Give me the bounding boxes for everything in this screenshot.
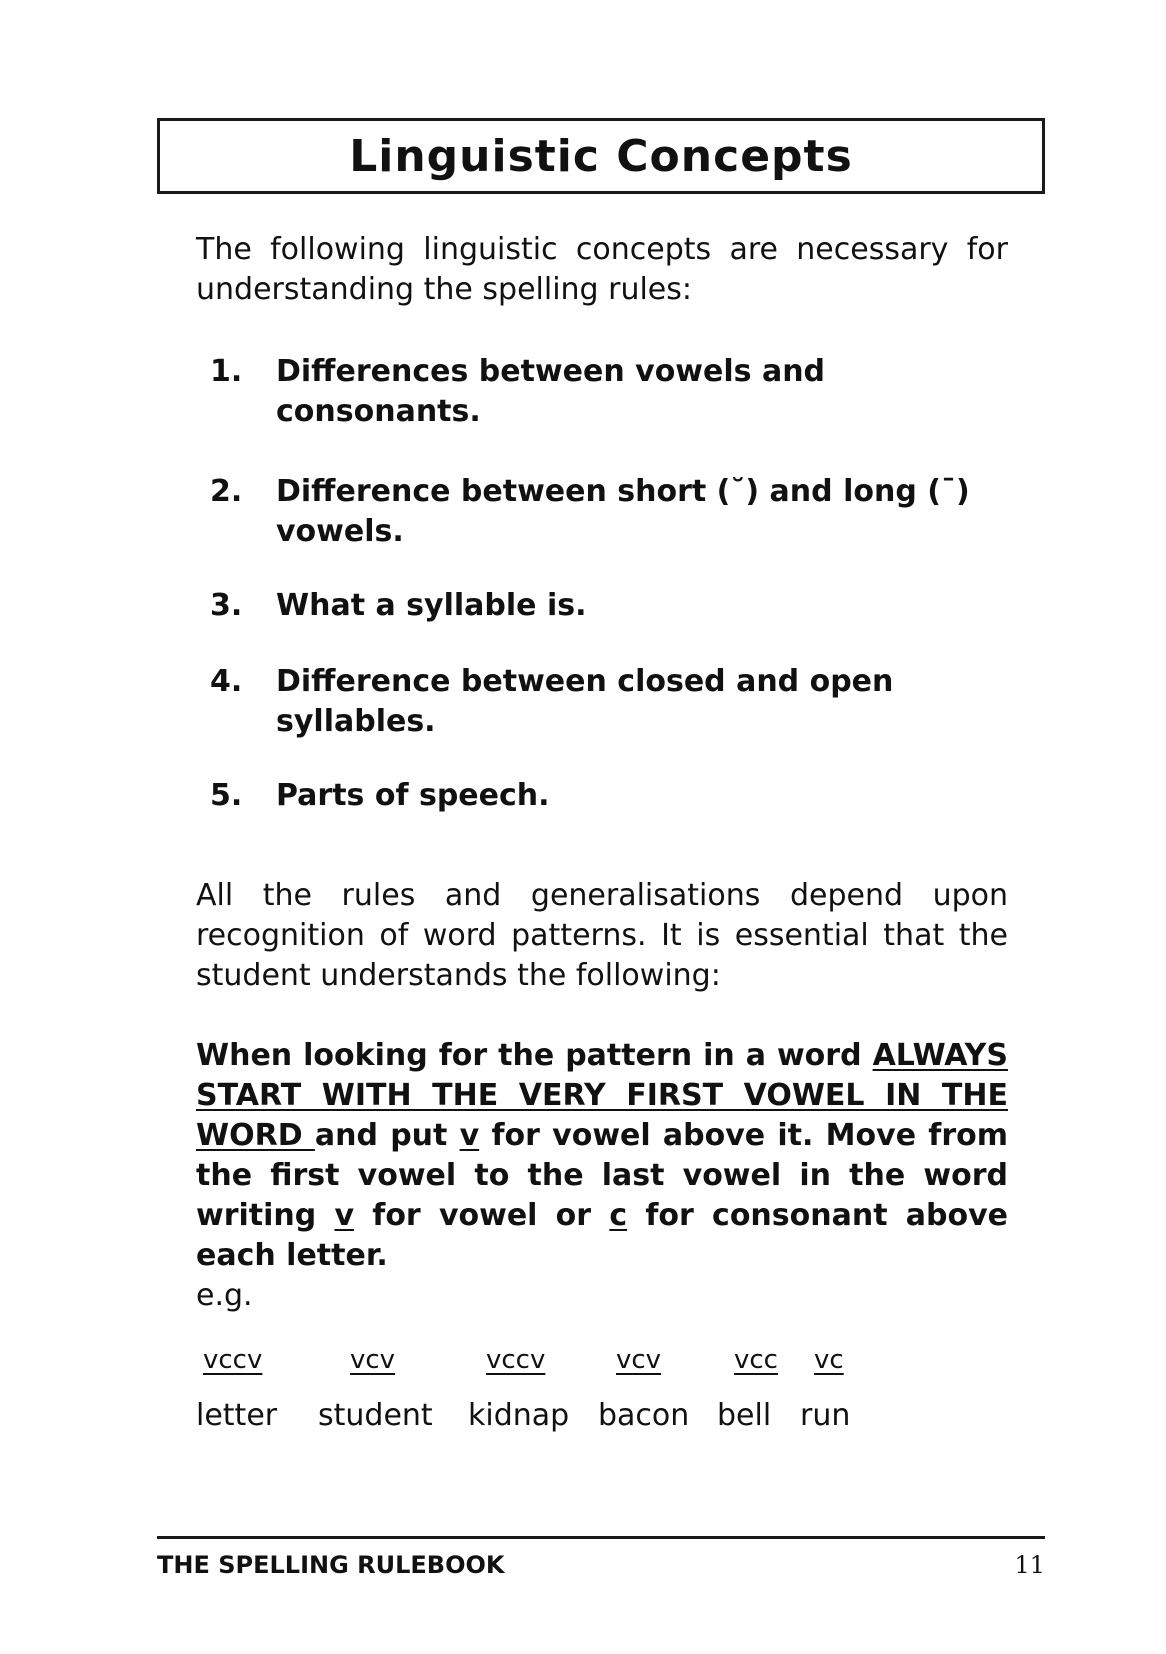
concept-item xyxy=(210,472,1000,552)
rule-text: for vowel or xyxy=(354,1198,610,1233)
page-title: Linguistic Concepts xyxy=(349,130,853,182)
vowel-marker: v xyxy=(334,1198,355,1233)
vowel-marker: v xyxy=(459,1118,480,1153)
example-pattern: vccv xyxy=(203,1345,263,1375)
concept-item xyxy=(210,776,1000,816)
concept-number: 1. xyxy=(210,354,243,389)
concept-item xyxy=(210,586,1000,626)
rule-paragraph xyxy=(196,1036,1008,1276)
rule-text: for consonant above each letter. xyxy=(196,1198,1009,1273)
example-pattern: vccv xyxy=(486,1345,546,1375)
body-paragraph: All the rules and generalisations depend upon recognition of word patterns. It is essential that the student understands the following: xyxy=(196,878,1008,993)
concept-text: What a syllable is. xyxy=(276,588,587,623)
footer-divider xyxy=(157,1536,1045,1539)
example-pattern: vc xyxy=(814,1345,844,1375)
rule-text: for vowel above it. Move from the first vowel to the last vowel in the word writing xyxy=(196,1118,1009,1233)
rule-lead: When looking for the pattern in a word xyxy=(196,1038,873,1073)
concept-item xyxy=(210,662,1000,742)
example-word: student xyxy=(318,1398,433,1433)
intro-paragraph: The following linguistic concepts are necessary for understanding the spelling rules: xyxy=(196,232,1008,307)
concept-text: Differences between vowels and consonants. xyxy=(276,354,826,429)
concept-item xyxy=(210,352,1000,432)
example-word: bacon xyxy=(598,1398,690,1433)
page-number: 11 xyxy=(1014,1551,1045,1579)
title-box xyxy=(157,118,1045,194)
concept-number: 5. xyxy=(210,778,243,813)
example-pattern: vcc xyxy=(734,1345,778,1375)
rule-text: and put xyxy=(314,1118,460,1153)
example-pattern: vcv xyxy=(616,1345,662,1375)
concept-number: 4. xyxy=(210,664,243,699)
example-word: run xyxy=(800,1398,851,1433)
footer-book-title: THE SPELLING RULEBOOK xyxy=(157,1551,505,1579)
example-word: bell xyxy=(717,1398,772,1433)
concept-text: Parts of speech. xyxy=(276,778,550,813)
concept-text: Difference between short (˘) and long (¯) vowels. xyxy=(276,474,970,549)
example-pattern: vcv xyxy=(350,1345,396,1375)
consonant-marker: c xyxy=(609,1198,628,1233)
rule-emphasis: ALWAYS START WITH THE VERY FIRST VOWEL IN THE WORD xyxy=(196,1038,1008,1153)
example-word: kidnap xyxy=(468,1398,570,1433)
concept-number: 2. xyxy=(210,474,243,509)
example-word: letter xyxy=(196,1398,278,1433)
concept-number: 3. xyxy=(210,588,243,623)
example-label: e.g. xyxy=(196,1278,253,1313)
concept-text: Difference between closed and open syllables. xyxy=(276,664,894,739)
